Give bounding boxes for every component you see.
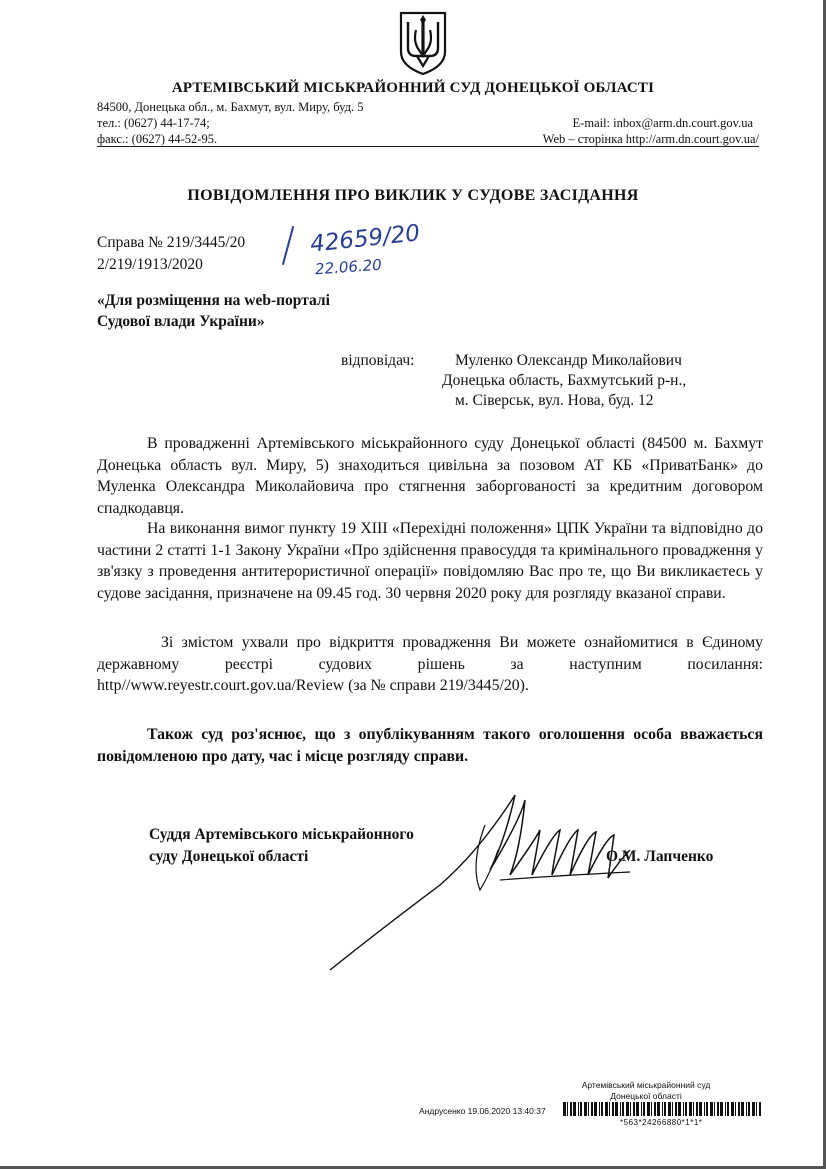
court-phone: тел.: (0627) 44-17-74; xyxy=(97,116,210,130)
paragraph-proceeding: В провадженні Артемівського міськрайонного суду Донецької області (84500 м. Бахмут Донецька область вул. Миру, 5) знаходиться цивільна за позовом АТ КБ «ПриватБанк» до Муленка Олександра Миколайовича про стягнення заборгованості за кредитним договором спадкодавця. xyxy=(97,435,763,517)
document-title: ПОВІДОМЛЕННЯ ПРО ВИКЛИК У СУДОВЕ ЗАСІДАННЯ xyxy=(187,187,639,204)
clerk-timestamp: Андрусенко 19.06.2020 13:40:37 xyxy=(419,1106,546,1116)
respondent-address-line1: Донецька область, Бахмутський р-н., xyxy=(442,372,687,389)
barcode-code: *563*24266880*1*1* xyxy=(620,1118,703,1127)
stamp-line2: Донецької області xyxy=(610,1091,682,1101)
barcode xyxy=(563,1102,763,1116)
placement-note-line2: Судової влади України» xyxy=(97,313,265,330)
handwritten-registration-number: 42659/20 xyxy=(308,220,422,258)
placement-note-line1: «Для розміщення на web-порталі xyxy=(97,292,330,309)
court-stamp xyxy=(556,1080,736,1102)
respondent-address-line2: м. Сіверськ, вул. Нова, буд. 12 xyxy=(455,392,654,409)
paragraph-notice: Також суд роз'яснює, що з опублікуванням такого оголошення особа вважається повідомленою про дату, час і місце розгляду справи. xyxy=(97,726,763,765)
case-number: Справа № 219/3445/20 xyxy=(97,234,246,251)
paragraph-summons: На виконання вимог пункту 19 XIII «Перехідні положення» ЦПК України та відповідно до частини 2 статті 1-1 Закону України «Про здійснення правосуддя та кримінального провадження у зв'язку з проведення антитерористичної операції» повідомляю Вас про те, що Ви викликаєтесь у судове засідання, призначене на 09.45 год. 30 червня 2020 року для розгляду вказаної справи. xyxy=(97,520,763,602)
proceeding-number: 2/219/1913/2020 xyxy=(97,256,203,273)
court-name: АРТЕМІВСЬКИЙ МІСЬКРАЙОННИЙ СУД ДОНЕЦЬКОЇ ОБЛАСТІ xyxy=(171,80,655,96)
handwritten-registration-date: 22.06.20 xyxy=(314,255,383,279)
court-website: Web – сторінка http://arm.dn.court.gov.ua/ xyxy=(542,132,759,146)
header-divider xyxy=(97,146,759,147)
judge-title-line1: Суддя Артемівського міськрайонного xyxy=(149,826,414,843)
judge-name: О.М. Лапченко xyxy=(606,848,714,865)
respondent-label: відповідач: xyxy=(341,352,415,369)
handwritten-signature xyxy=(320,780,650,980)
court-fax: факс.: (0627) 44-52-95. xyxy=(97,132,218,146)
handwritten-slash xyxy=(282,226,298,266)
respondent-name: Муленко Олександр Миколайович xyxy=(455,352,682,369)
court-address: 84500, Донецька обл., м. Бахмут, вул. Миру, буд. 5 xyxy=(97,100,364,114)
paragraph-registry-link: Зі змістом ухвали про відкриття провадження Ви можете ознайомитися в Єдиному державному реєстрі судових рішень за наступним посилання: http//www.reyestr.court.gov.ua/Review (за № справи 219/3445/20). xyxy=(97,634,763,694)
trident-emblem-icon xyxy=(398,10,448,76)
court-email: E-mail: inbox@arm.dn.court.gov.ua xyxy=(572,116,753,130)
judge-title-line2: суду Донецької області xyxy=(149,848,309,865)
stamp-line1: Артемівський міськрайонний суд xyxy=(581,1080,711,1090)
